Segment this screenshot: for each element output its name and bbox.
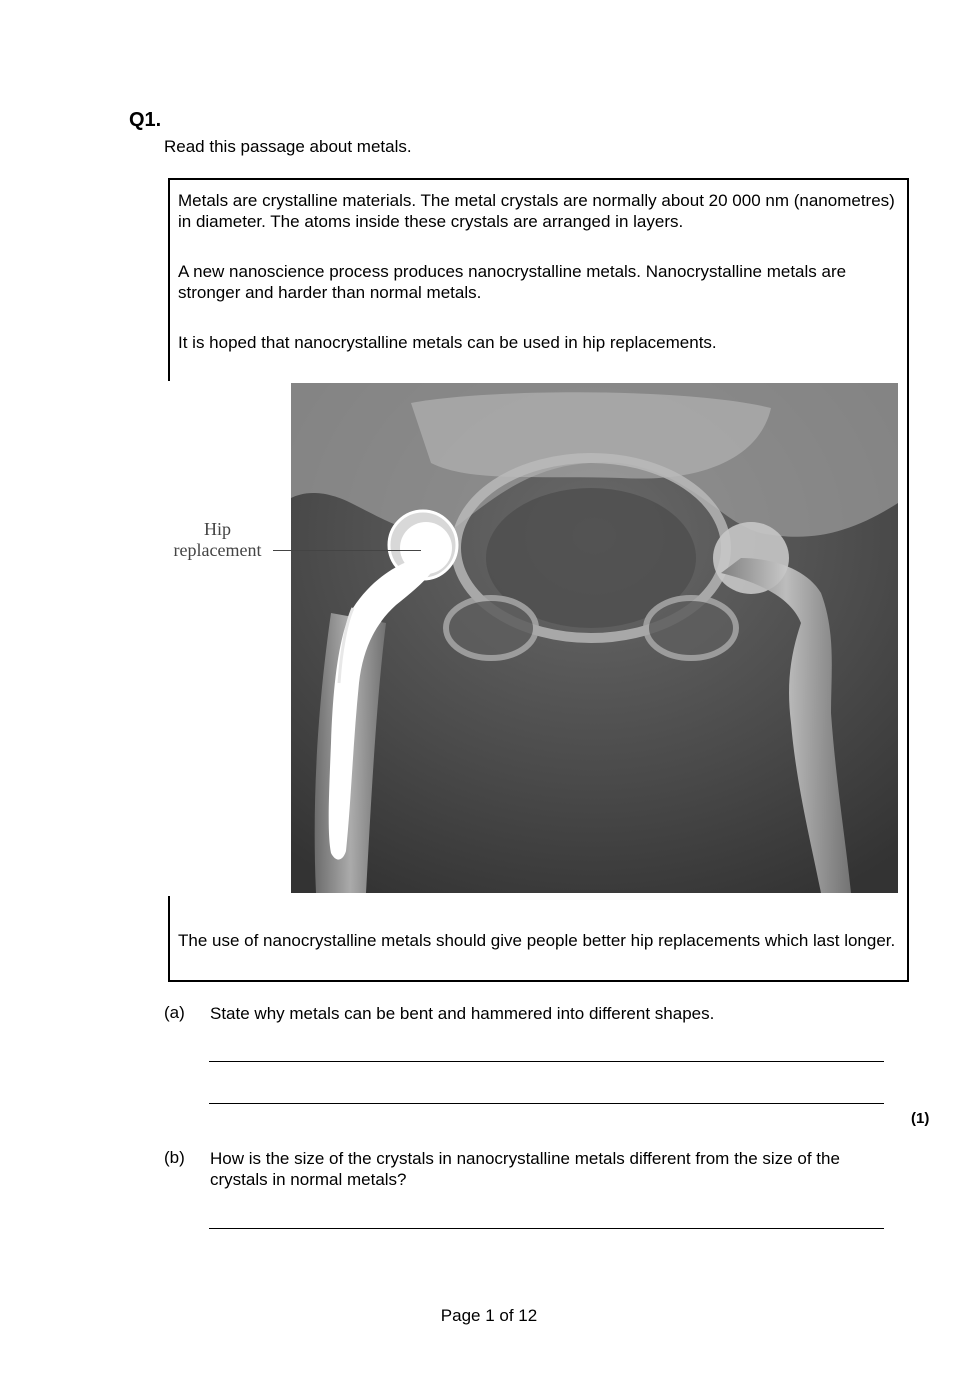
hip-label-line-2: replacement xyxy=(173,540,262,560)
passage-box-left-border-lower xyxy=(168,896,170,982)
part-b-answer-line-1[interactable] xyxy=(209,1228,884,1229)
passage-box-bottom-border xyxy=(168,980,909,982)
passage-paragraph-2: A new nanoscience process produces nanocrystalline metals. Nanocrystalline metals are stronger and harder than normal metals. xyxy=(178,262,847,302)
passage-box-left-border-upper xyxy=(168,178,170,381)
hip-label-pointer-line xyxy=(273,550,421,551)
hip-xray-image xyxy=(291,383,898,893)
passage-paragraph-1: Metals are crystalline materials. The metal crystals are normally about 20 000 nm (nanometres) in diameter. The atoms inside these crystals are arranged in layers. xyxy=(178,191,895,231)
passage-paragraph-3: It is hoped that nanocrystalline metals can be used in hip replacements. xyxy=(178,333,717,352)
part-b-label: (b) xyxy=(164,1148,185,1167)
part-a-answer-line-2[interactable] xyxy=(209,1103,884,1104)
part-a-label: (a) xyxy=(164,1003,185,1022)
passage-box-top-border xyxy=(168,178,909,180)
hip-replacement-label xyxy=(150,519,285,561)
question-intro: Read this passage about metals. xyxy=(164,137,412,156)
page-number: Page 1 of 12 xyxy=(440,1306,538,1325)
passage-paragraph-4: The use of nanocrystalline metals should give people better hip replacements which last longer. xyxy=(178,931,896,950)
passage-box-right-border xyxy=(907,178,909,982)
part-a-question: State why metals can be bent and hammered into different shapes. xyxy=(210,1004,715,1023)
question-number: Q1. xyxy=(129,109,162,131)
part-a-marks: (1) xyxy=(911,1110,930,1127)
hip-label-line-1: Hip xyxy=(204,519,231,539)
part-a-answer-line-1[interactable] xyxy=(209,1061,884,1062)
part-b-question: How is the size of the crystals in nanocrystalline metals different from the size of the crystals in normal metals? xyxy=(210,1149,840,1189)
